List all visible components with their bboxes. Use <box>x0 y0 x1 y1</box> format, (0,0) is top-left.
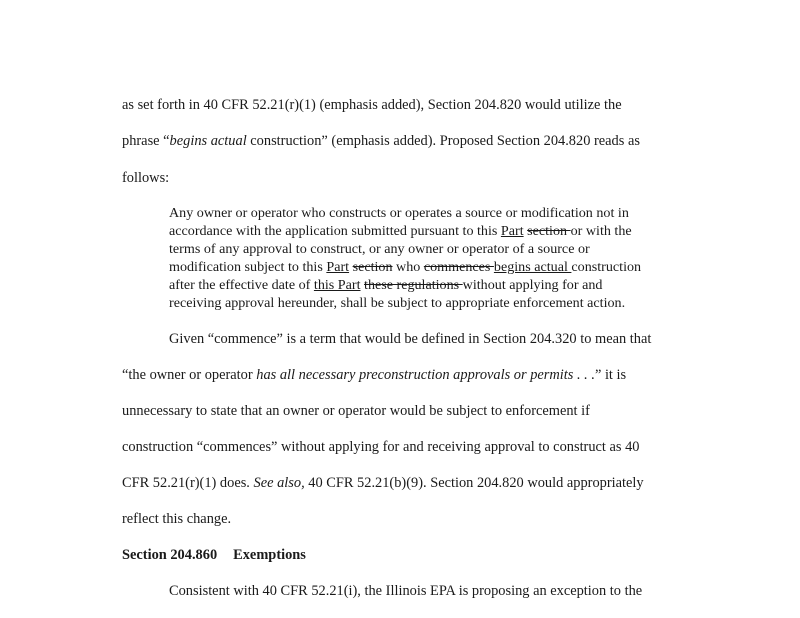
body-text-line: Consistent with 40 CFR 52.21(i), the Illinois EPA is proposing an exception to the <box>169 583 643 599</box>
text-run: ” it is <box>594 367 627 383</box>
body-text-line: construction “commences” without applying for and receiving approval to construct as 40 <box>122 439 640 455</box>
deleted-text: commences <box>423 259 494 275</box>
text-run: “the owner or operator <box>122 367 257 383</box>
quote-line <box>169 222 709 240</box>
emphasis-text: See also, <box>253 475 305 491</box>
quote-line <box>169 258 709 276</box>
body-text-line <box>122 132 640 150</box>
quote-line <box>169 276 709 294</box>
text-run: CFR 52.21(r)(1) does. <box>122 475 254 491</box>
quote-line: terms of any approval to construct, or any owner or operator of a source or <box>169 241 590 257</box>
inserted-text: begins actual <box>493 259 572 275</box>
body-text-line: Given “commence” is a term that would be defined in Section 204.320 to mean that <box>169 331 652 347</box>
inserted-text: this Part <box>313 277 361 293</box>
body-text-line <box>122 474 644 492</box>
text-run: or with the <box>570 223 632 239</box>
text-run: after the effective date of <box>169 277 314 293</box>
quote-line: Any owner or operator who constructs or operates a source or modification not in <box>169 205 629 221</box>
deleted-text: section <box>352 259 393 275</box>
text-run: construction” (emphasis added). Proposed Section 204.820 reads as <box>246 133 640 149</box>
inserted-text: Part <box>326 259 350 275</box>
inserted-text: Part <box>500 223 524 239</box>
text-run: construction <box>571 259 642 275</box>
text-run: without applying for and <box>462 277 603 293</box>
quote-line: receiving approval hereunder, shall be subject to appropriate enforcement action. <box>169 295 626 311</box>
text-run: phrase “ <box>122 133 170 149</box>
section-number: Section 204.860 <box>122 547 218 563</box>
text-run: who <box>392 259 424 275</box>
emphasis-text: begins actual <box>169 133 247 149</box>
text-run: accordance with the application submitted pursuant to this <box>169 223 501 239</box>
text-run: modification subject to this <box>169 259 327 275</box>
body-text-line: as set forth in 40 CFR 52.21(r)(1) (emphasis added), Section 204.820 would utilize the <box>122 97 622 113</box>
body-text-line: reflect this change. <box>122 511 232 527</box>
block-quote <box>169 204 709 312</box>
section-heading <box>122 546 306 564</box>
body-text-line: unnecessary to state that an owner or operator would be subject to enforcement if <box>122 403 590 419</box>
section-title: Exemptions <box>233 547 306 563</box>
text-run: 40 CFR 52.21(b)(9). Section 204.820 would appropriately <box>304 475 644 491</box>
deleted-text: section <box>527 223 571 239</box>
emphasis-text: has all necessary preconstruction approvals or permits . . . <box>256 367 595 383</box>
body-text-line: follows: <box>122 170 170 186</box>
deleted-text: these regulations <box>364 277 463 293</box>
body-text-line <box>122 366 626 384</box>
